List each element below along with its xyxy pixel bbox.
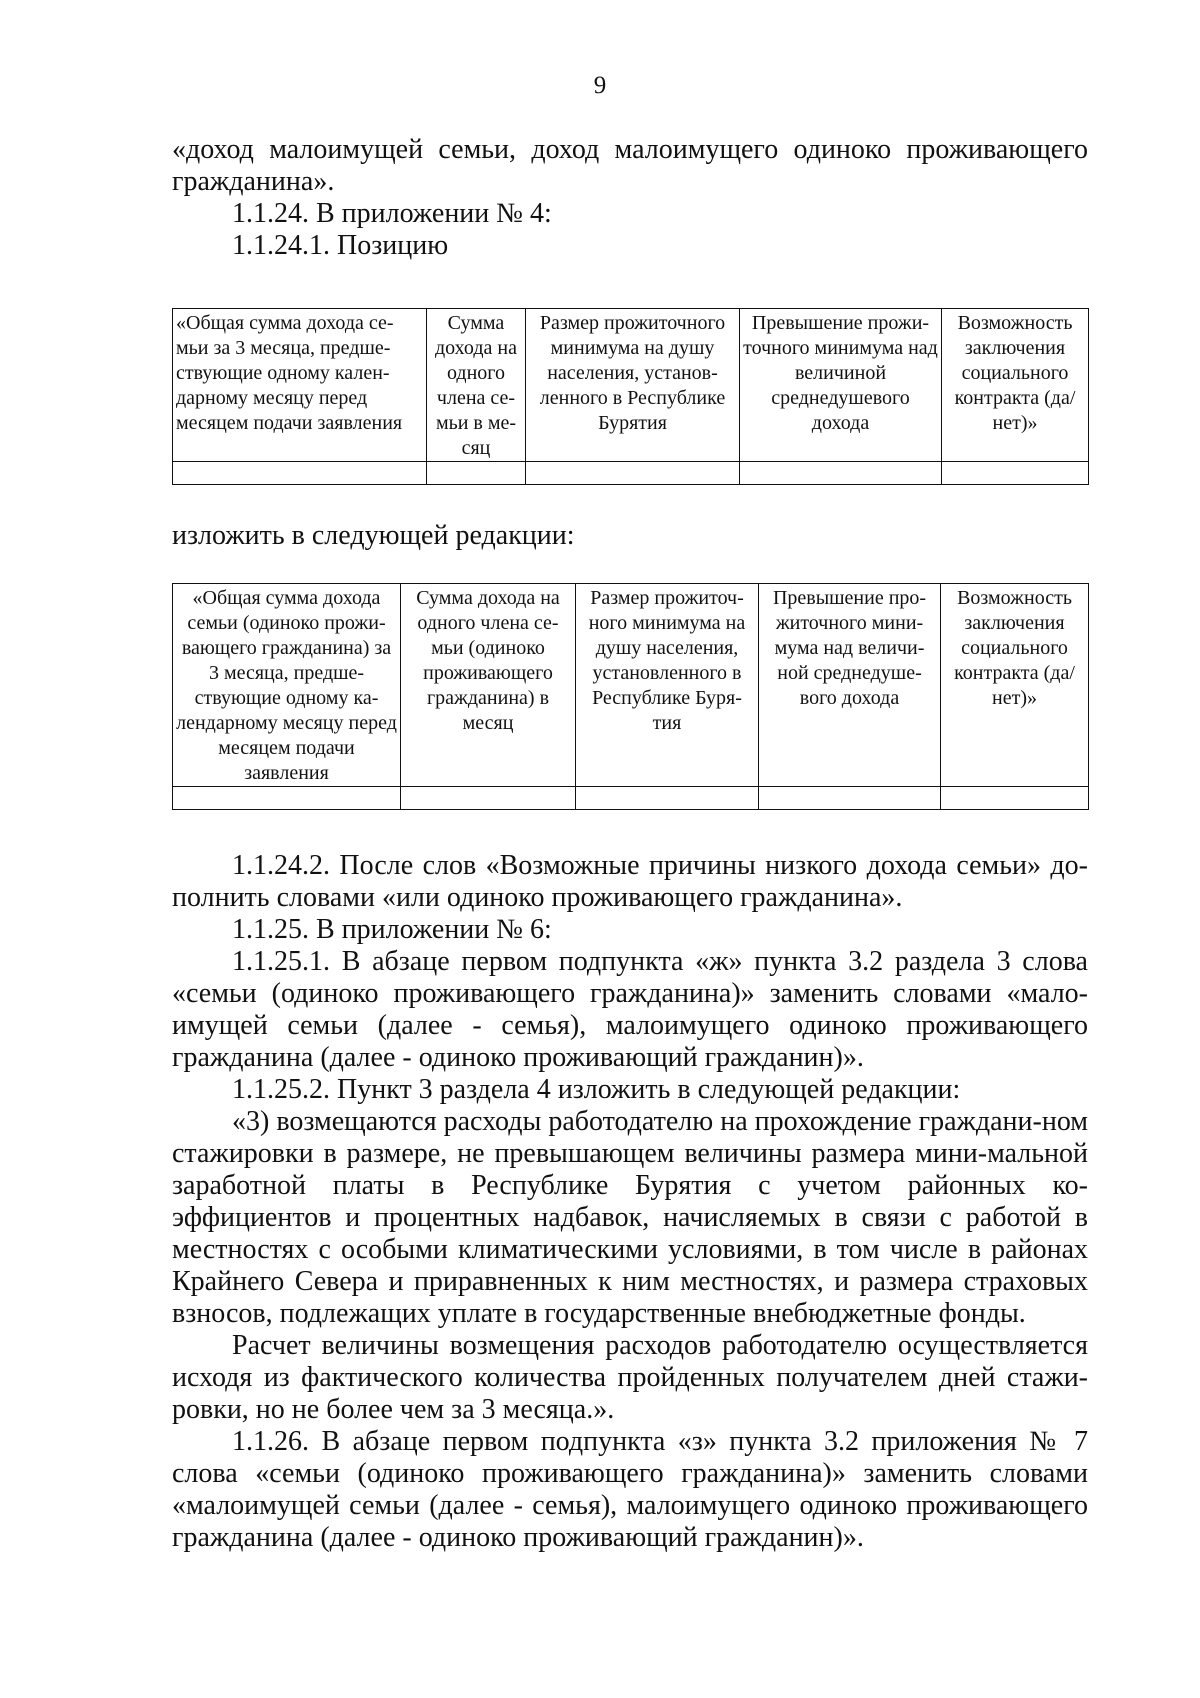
table-cell (941, 787, 1089, 810)
table-old-header-subsistence-minimum: Размер прожиточного минимума на душу населения, установ-ленного в Республике Бурятия (526, 309, 740, 462)
table-header-row (173, 584, 1089, 787)
table-header-row (173, 309, 1089, 462)
paragraph-raschet: Расчет величины возмещения расходов работодателю осуществляется исходя из фактического количества пройденных получателем дней стажи-ровки, но не более чем за 3 месяца.». (172, 1330, 1088, 1425)
table-cell (759, 787, 941, 810)
table-new-header-per-member: Сумма дохода на одного члена се-мьи (одиноко проживающего гражданина) в месяц (401, 584, 576, 787)
table-new-header-possibility: Возможность заключения социального контракта (да/нет)» (941, 584, 1089, 787)
table-cell (576, 787, 759, 810)
intro-line-2: гражданина». (172, 166, 335, 197)
item-1-1-24: 1.1.24. В приложении № 4: (232, 198, 552, 229)
table-cell (526, 462, 740, 485)
table-old-header-possibility: Возможность заключения социального контракта (да/нет)» (942, 309, 1089, 462)
table-cell (401, 787, 576, 810)
paragraph-quote-3: «3) возмещаются расходы работодателю на прохождение граждани-ном стажировки в размере, не превышающем величины размера мини-мальной заработной платы в Республике Бурятия с учетом районных ко-эффициентов и процентных надбавок, начисляемых в связи с работой в местностях с особыми климатическими условиями, в том числе в районах Крайнего Севера и приравненных к ним местностях, и размера страховых взносов, подлежащих уплате в государственные внебюджетные фонды. (172, 1106, 1088, 1329)
paragraph-1-1-26: 1.1.26. В абзаце первом подпункта «з» пункта 3.2 приложения № 7 слова «семьи (одиноко проживающего гражданина)» заменить словами «малоимущей семьи (далее - семья), малоимущего одиноко проживающего гражданина (далее - одиноко проживающий гражданин)». (172, 1426, 1088, 1553)
table-new-position (172, 583, 1089, 810)
paragraph-1-1-25-1: 1.1.25.1. В абзаце первом подпункта «ж» пункта 3.2 раздела 3 слова «семьи (одиноко проживающего гражданина)» заменить словами «мало-имущей семьи (далее - семья), малоимущего одиноко проживающего гражданина (далее - одиноко проживающий гражданин)». (172, 946, 1088, 1073)
intro-line-1: «доход малоимущей семьи, доход малоимущего одиноко проживающего (172, 134, 1088, 165)
table-cell (740, 462, 942, 485)
replace-phrase: изложить в следующей редакции: (172, 520, 575, 551)
table-old-position (172, 308, 1089, 485)
paragraph-1-1-25-2: 1.1.25.2. Пункт 3 раздела 4 изложить в следующей редакции: (232, 1074, 961, 1105)
table-row (173, 787, 1089, 810)
table-old-header-total-income: «Общая сумма дохода се-мьи за 3 месяца, предше-ствующие одному кален-дарному месяцу перед месяцем подачи заявления (173, 309, 427, 462)
item-1-1-24-1: 1.1.24.1. Позицию (232, 230, 449, 261)
table-new-header-total-income: «Общая сумма дохода семьи (одиноко прожи-вающего гражданина) за 3 месяца, предше-ствующие одному ка-лендарному месяцу перед месяцем подачи заявления (173, 584, 401, 787)
table-old-header-excess: Превышение прожи-точного минимума над величиной среднедушевого дохода (740, 309, 942, 462)
table-row (173, 462, 1089, 485)
paragraph-1-1-25: 1.1.25. В приложении № 6: (232, 914, 552, 945)
table-cell (173, 787, 401, 810)
page-number: 9 (593, 72, 607, 99)
table-old-header-per-member: Сумма дохода на одного члена се-мьи в ме-сяц (427, 309, 526, 462)
table-new-header-subsistence-minimum: Размер прожиточ-ного минимума на душу населения, установленного в Республике Буря-тия (576, 584, 759, 787)
paragraph-1-1-24-2: 1.1.24.2. После слов «Возможные причины низкого дохода семьи» до-полнить словами «или одиноко проживающего гражданина». (172, 850, 1088, 913)
table-cell (942, 462, 1089, 485)
table-new-header-excess: Превышение про-житочного мини-мума над величи-ной среднедуше-вого дохода (759, 584, 941, 787)
table-cell (427, 462, 526, 485)
table-cell (173, 462, 427, 485)
